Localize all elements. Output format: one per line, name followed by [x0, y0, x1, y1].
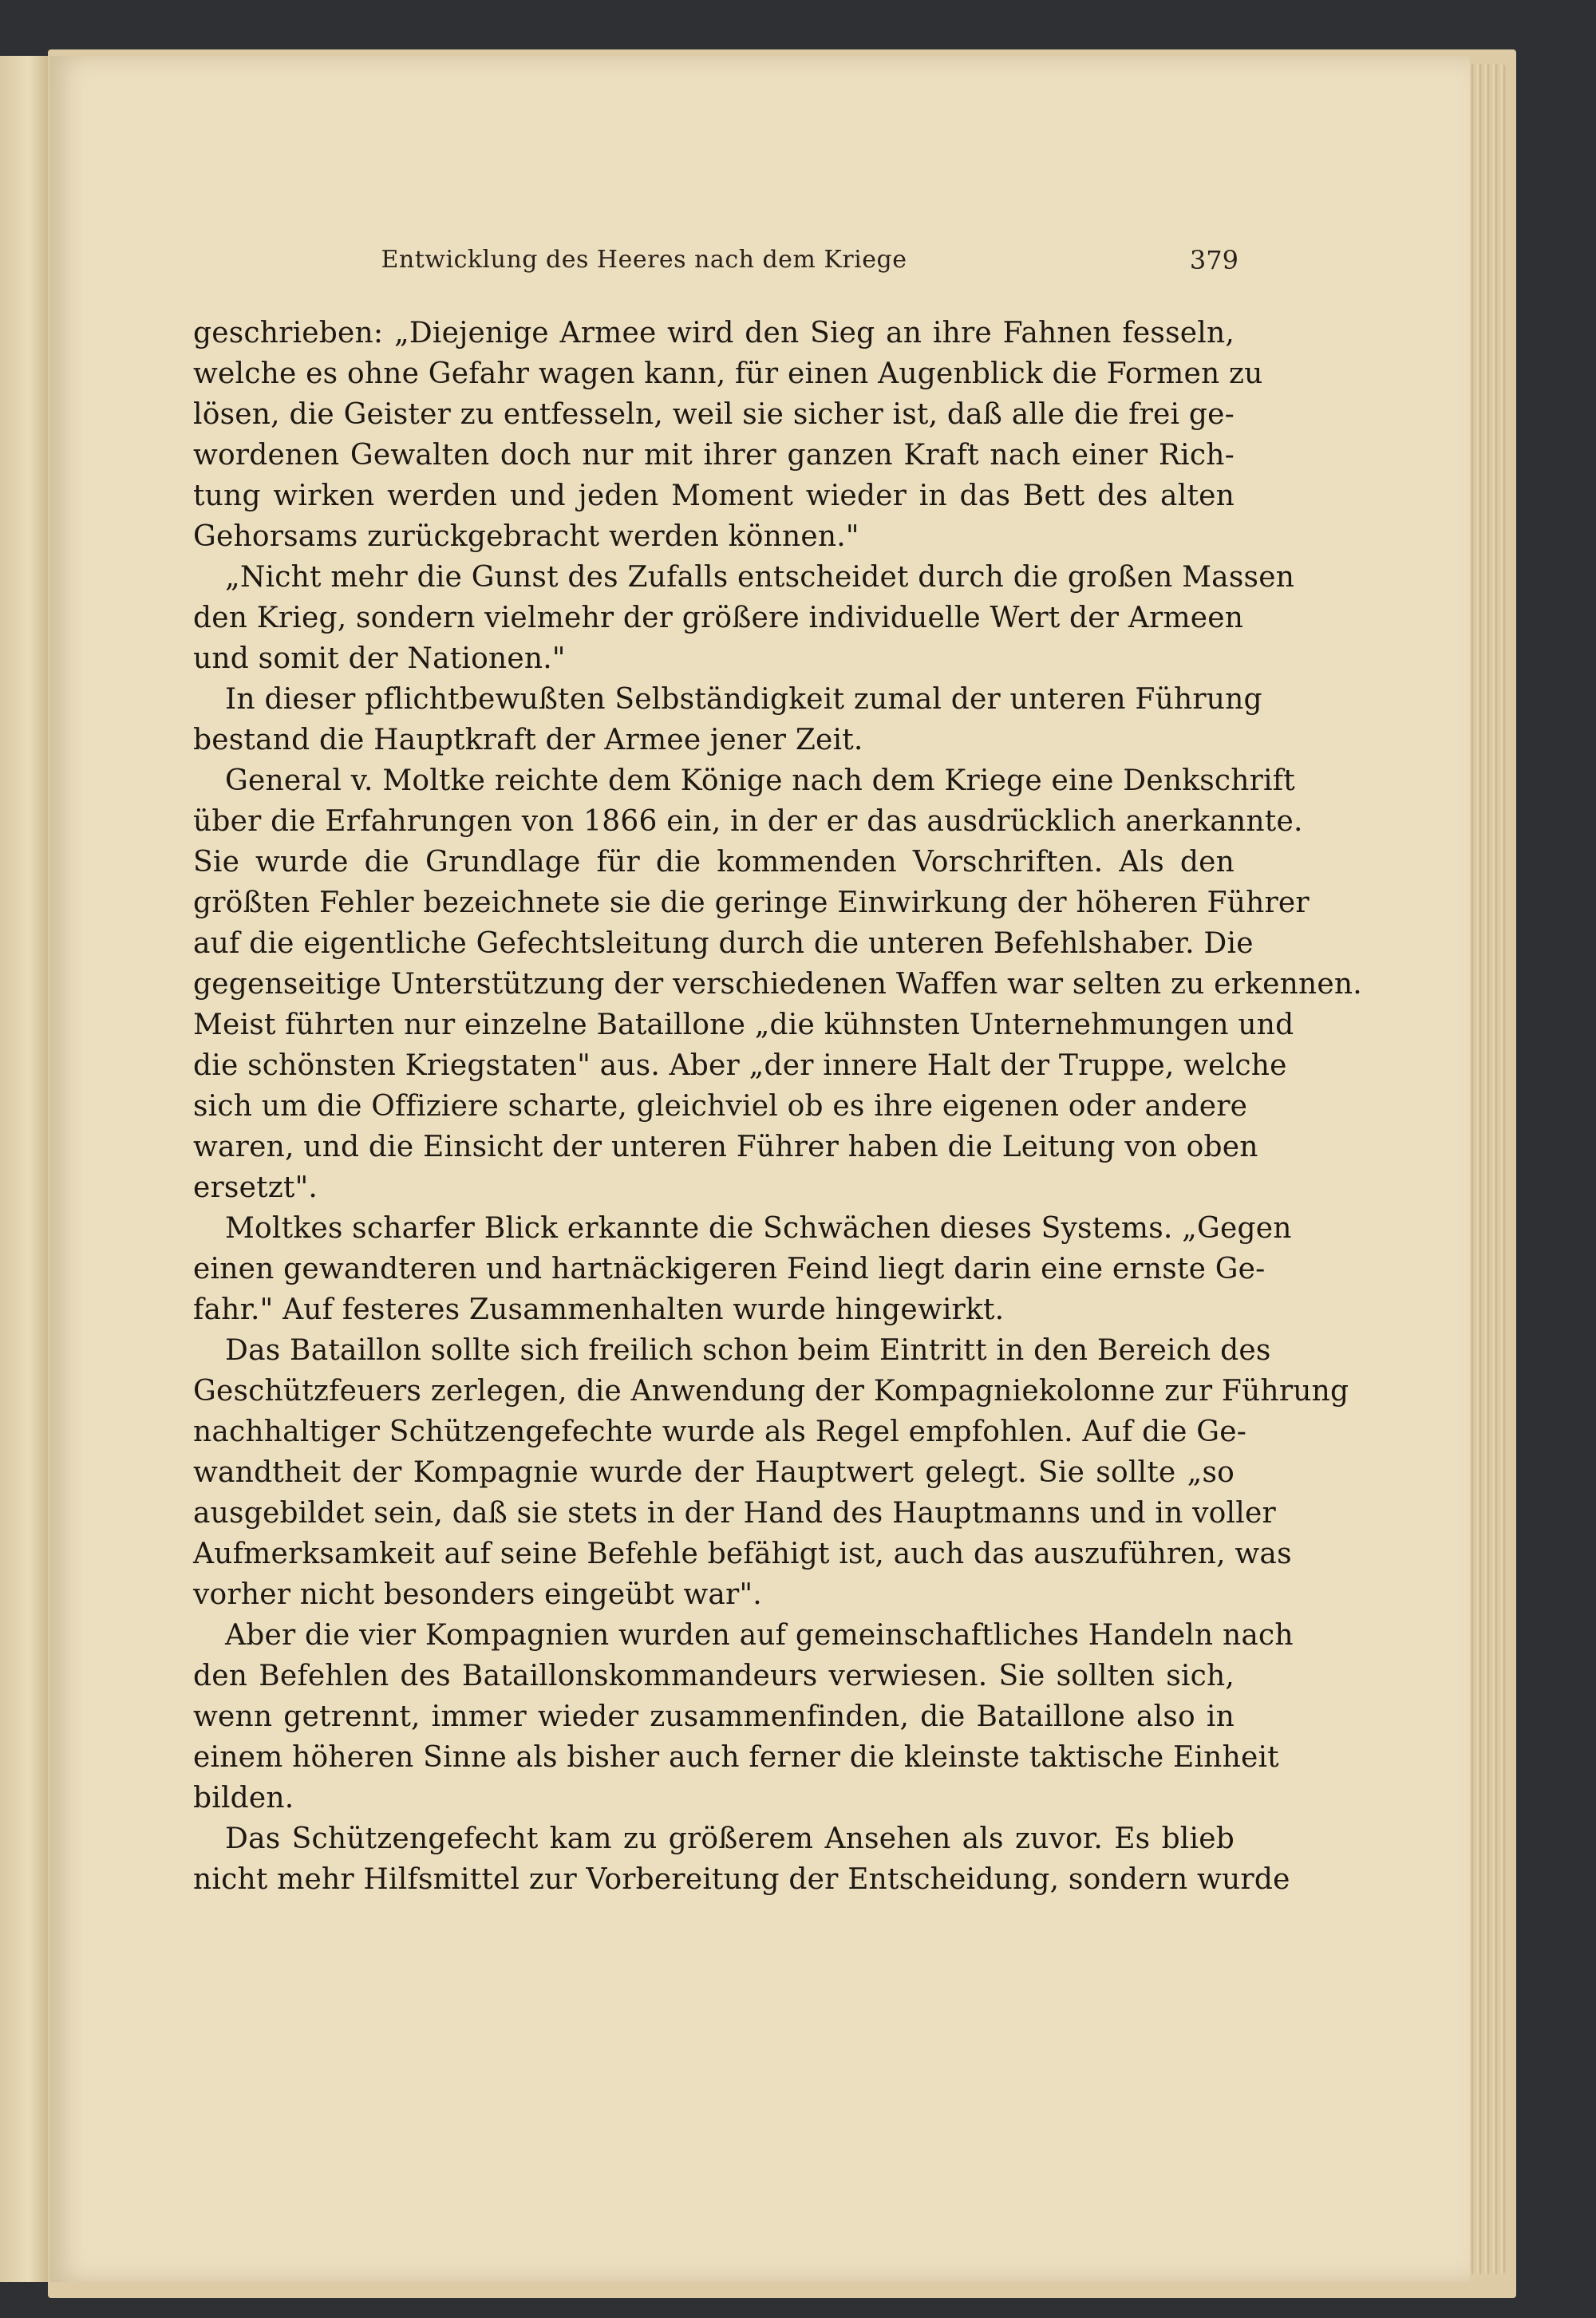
text-line: welche es ohne Gefahr wagen kann, für einen Augenblick die Formen zu — [193, 357, 1263, 390]
text-line: größten Fehler bezeichnete sie die geringe Einwirkung der höheren Führer — [193, 887, 1310, 919]
text-line: wordenen Gewalten doch nur mit ihrer ganzen Kraft nach einer Rich- — [193, 439, 1235, 472]
text-line: Das Schützengefecht kam zu größerem Ansehen als zuvor. Es blieb — [225, 1822, 1235, 1855]
book-spine — [0, 56, 48, 2282]
text-line: sich um die Offiziere scharte, gleichviel ob es ihre eigenen oder andere — [193, 1090, 1248, 1123]
text-line: über die Erfahrungen von 1866 ein, in der er das ausdrücklich anerkannte. — [193, 805, 1303, 838]
text-line: Meist führten nur einzelne Bataillone „die kühnsten Unternehmungen und — [193, 1009, 1294, 1041]
text-line: gegenseitige Unterstützung der verschiedenen Waffen war selten zu erkennen. — [193, 968, 1362, 1001]
text-line: einem höheren Sinne als bisher auch ferner die kleinste taktische Einheit — [193, 1741, 1279, 1774]
text-line: „Nicht mehr die Gunst des Zufalls entscheidet durch die großen Massen — [225, 561, 1295, 594]
text-line: die schönsten Kriegstaten" aus. Aber „der innere Halt der Truppe, welche — [193, 1049, 1287, 1082]
book-page — [49, 56, 1470, 2282]
text-line: Aufmerksamkeit auf seine Befehle befähigt ist, auch das auszuführen, was — [193, 1538, 1292, 1570]
text-line: wenn getrennt, immer wieder zusammenfinden, die Bataillone also in — [193, 1700, 1235, 1733]
text-line: waren, und die Einsicht der unteren Führer haben die Leitung von oben — [193, 1131, 1258, 1163]
page-number: 379 — [1189, 245, 1238, 275]
text-line: fahr." Auf festeres Zusammenhalten wurde hingewirkt. — [193, 1293, 1005, 1326]
text-line: Aber die vier Kompagnien wurden auf gemeinschaftliches Handeln nach — [225, 1619, 1294, 1652]
text-line: bestand die Hauptkraft der Armee jener Zeit. — [193, 724, 863, 756]
text-line: nicht mehr Hilfsmittel zur Vorbereitung der Entscheidung, sondern wurde — [193, 1863, 1290, 1896]
running-title: Entwicklung des Heeres nach dem Kriege — [381, 246, 907, 274]
text-line: Geschützfeuers zerlegen, die Anwendung der Kompagniekolonne zur Führung — [193, 1375, 1349, 1408]
text-line: auf die eigentliche Gefechtsleitung durch die unteren Befehlshaber. Die — [193, 927, 1254, 960]
text-line: wandtheit der Kompagnie wurde der Hauptwert gelegt. Sie sollte „so — [193, 1456, 1235, 1489]
text-line: vorher nicht besonders eingeübt war". — [193, 1578, 762, 1611]
text-line: den Krieg, sondern vielmehr der größere individuelle Wert der Armeen — [193, 602, 1244, 634]
text-line: nachhaltiger Schützengefechte wurde als Regel empfohlen. Auf die Ge- — [193, 1416, 1247, 1448]
running-head — [185, 236, 1238, 284]
text-line: lösen, die Geister zu entfesseln, weil sie sicher ist, daß alle die frei ge- — [193, 398, 1235, 431]
text-line: bilden. — [193, 1782, 294, 1815]
text-line: einen gewandteren und hartnäckigeren Feind liegt darin eine ernste Ge- — [193, 1253, 1266, 1285]
text-line: Sie wurde die Grundlage für die kommenden Vorschriften. Als den — [193, 846, 1235, 879]
text-line: und somit der Nationen." — [193, 642, 566, 675]
text-line: Gehorsams zurückgebracht werden können." — [193, 520, 859, 553]
text-line: In dieser pflichtbewußten Selbständigkeit zumal der unteren Führung — [225, 683, 1262, 716]
text-line: Das Bataillon sollte sich freilich schon beim Eintritt in den Bereich des — [225, 1334, 1271, 1367]
text-line: Moltkes scharfer Blick erkannte die Schwächen dieses Systems. „Gegen — [225, 1212, 1292, 1245]
body-text — [193, 313, 1362, 1900]
text-line: ausgebildet sein, daß sie stets in der Hand des Hauptmanns und in voller — [193, 1497, 1276, 1530]
text-line: General v. Moltke reichte dem Könige nach dem Kriege eine Denkschrift — [225, 764, 1295, 797]
text-line: geschrieben: „Diejenige Armee wird den Sieg an ihre Fahnen fesseln, — [193, 317, 1235, 349]
text-line: ersetzt". — [193, 1171, 318, 1204]
text-line: den Befehlen des Bataillonskommandeurs verwiesen. Sie sollten sich, — [193, 1660, 1235, 1692]
text-line: tung wirken werden und jeden Moment wieder in das Bett des alten — [193, 480, 1235, 512]
